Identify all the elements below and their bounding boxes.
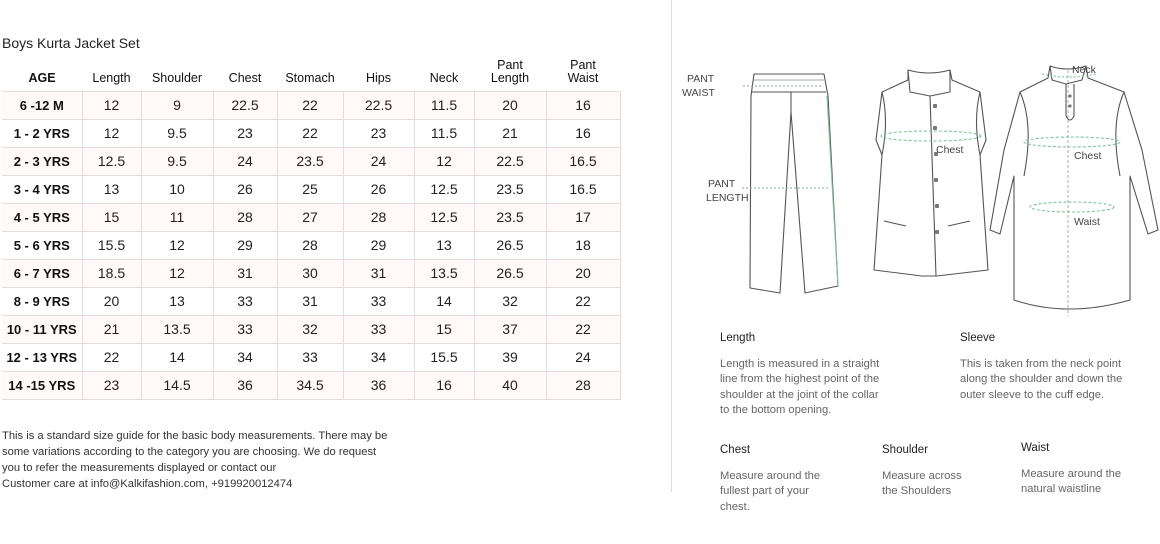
guide-line: along the shoulder and down the [960, 373, 1123, 385]
chart-title: Boys Kurta Jacket Set [2, 35, 140, 51]
measurement-cell: 16 [414, 371, 474, 399]
measurement-cell: 24 [213, 147, 277, 175]
measurement-cell: 16 [546, 91, 620, 119]
measurement-cell: 32 [277, 315, 343, 343]
age-cell: 1 - 2 YRS [2, 119, 82, 147]
measurement-cell: 28 [343, 203, 414, 231]
measurement-cell: 15 [82, 203, 141, 231]
table-row [2, 343, 620, 371]
guide-shoulder-title: Shoulder [882, 444, 929, 456]
jacket-illustration [874, 70, 988, 276]
measurement-cell: 12 [141, 259, 213, 287]
kurta-waist-label: Waist [1074, 216, 1100, 228]
guide-shoulder [882, 443, 1012, 500]
header-chest: Chest [228, 70, 262, 85]
guide-line: natural waistline [1021, 483, 1102, 495]
guide-line: to the bottom opening. [720, 404, 832, 416]
measurement-cell: 23.5 [277, 147, 343, 175]
measurement-cell: 26.5 [474, 259, 546, 287]
measurement-cell: 22 [277, 91, 343, 119]
measurement-cell: 26 [213, 175, 277, 203]
measurement-cell: 39 [474, 343, 546, 371]
measurement-cell: 12 [82, 91, 141, 119]
guide-line: line from the highest point of the [720, 373, 880, 385]
measurement-cell: 22 [546, 315, 620, 343]
measurement-cell: 16 [546, 119, 620, 147]
measurement-cell: 18 [546, 231, 620, 259]
measurement-cell: 9 [141, 91, 213, 119]
measurement-cell: 11.5 [414, 119, 474, 147]
measurement-cell: 26.5 [474, 231, 546, 259]
table-row [2, 371, 620, 399]
measurement-cell: 13 [82, 175, 141, 203]
measurement-cell: 34.5 [277, 371, 343, 399]
measurement-cell: 28 [277, 231, 343, 259]
measurement-cell: 20 [546, 259, 620, 287]
pant-length-label: LENGTH [706, 192, 749, 204]
age-cell: 4 - 5 YRS [2, 203, 82, 231]
measurement-cell: 22.5 [213, 91, 277, 119]
measurement-cell: 14.5 [141, 371, 213, 399]
measurement-cell: 9.5 [141, 119, 213, 147]
age-cell: 2 - 3 YRS [2, 147, 82, 175]
measurement-cell: 10 [141, 175, 213, 203]
header-shoulder: Shoulder [151, 70, 203, 85]
guide-waist-title: Waist [1021, 442, 1050, 454]
measurement-cell: 28 [213, 203, 277, 231]
measurement-cell: 34 [343, 343, 414, 371]
measurement-cell: 16.5 [546, 147, 620, 175]
table-row [2, 147, 620, 175]
measurement-cell: 13 [141, 287, 213, 315]
table-row [2, 259, 620, 287]
measurement-cell: 32 [474, 287, 546, 315]
guide-length [720, 331, 920, 419]
measurement-cell: 33 [213, 287, 277, 315]
header-length: Length [92, 70, 131, 85]
measurement-cell: 21 [474, 119, 546, 147]
measurement-cell: 14 [141, 343, 213, 371]
measurement-cell: 13.5 [141, 315, 213, 343]
pant-waist-label: WAIST [682, 87, 715, 99]
guide-chest-title: Chest [720, 444, 751, 456]
measurement-cell: 28 [546, 371, 620, 399]
measurement-cell: 24 [546, 343, 620, 371]
kurta-illustration [990, 66, 1158, 309]
measurement-cell: 37 [474, 315, 546, 343]
guide-line: Measure around the [720, 469, 821, 482]
measurement-cell: 15 [414, 315, 474, 343]
measurement-cell: 33 [343, 287, 414, 315]
age-cell: 6 - 7 YRS [2, 259, 82, 287]
pant-length-label: PANT [708, 178, 736, 190]
header-pant-waist: Pant Waist [567, 57, 599, 85]
measurement-cell: 29 [213, 231, 277, 259]
header-neck: Neck [429, 70, 459, 85]
measurement-cell: 31 [277, 287, 343, 315]
measurement-cell: 27 [277, 203, 343, 231]
measurement-cell: 26 [343, 175, 414, 203]
header-age: AGE [28, 70, 56, 85]
measurement-cell: 12.5 [414, 175, 474, 203]
guide-sleeve [960, 331, 1156, 403]
table-row [2, 287, 620, 315]
measurement-cell: 33 [343, 315, 414, 343]
pant-waist-label: PANT [687, 73, 715, 85]
measurement-cell: 23 [213, 119, 277, 147]
age-cell: 6 -12 M [2, 91, 82, 119]
table-row [2, 119, 620, 147]
table-row [2, 315, 620, 343]
measurement-cell: 22 [546, 287, 620, 315]
measurement-cell: 22 [82, 343, 141, 371]
guide-line: chest. [720, 500, 750, 513]
guide-line: Measure across [882, 469, 962, 482]
size-table [2, 55, 621, 400]
kurta-neck-label: Neck [1072, 64, 1096, 76]
guide-line: the Shoulders [882, 485, 952, 497]
measurement-cell: 29 [343, 231, 414, 259]
measurement-cell: 23 [82, 371, 141, 399]
measurement-cell: 12 [141, 231, 213, 259]
age-cell: 14 -15 YRS [2, 371, 82, 399]
guide-sleeve-title: Sleeve [960, 332, 996, 344]
measurement-cell: 17 [546, 203, 620, 231]
measurement-cell: 18.5 [82, 259, 141, 287]
measurement-cell: 21 [82, 315, 141, 343]
measurement-cell: 12 [82, 119, 141, 147]
measurement-cell: 15.5 [414, 343, 474, 371]
measurement-cell: 12 [414, 147, 474, 175]
measurement-cell: 11 [141, 203, 213, 231]
guide-waist [1021, 441, 1157, 498]
measurement-cell: 12.5 [82, 147, 141, 175]
guide-line: outer sleeve to the cuff edge. [960, 388, 1105, 401]
measurement-cell: 31 [213, 259, 277, 287]
measurement-cell: 11.5 [414, 91, 474, 119]
measurement-cell: 16.5 [546, 175, 620, 203]
pant-illustration [750, 74, 838, 293]
guide-chest [720, 443, 870, 515]
age-cell: 8 - 9 YRS [2, 287, 82, 315]
measurement-cell: 33 [277, 343, 343, 371]
measure-lines [742, 74, 1120, 286]
measurement-cell: 40 [474, 371, 546, 399]
measurement-cell: 13.5 [414, 259, 474, 287]
measurement-cell: 36 [343, 371, 414, 399]
table-row [2, 91, 620, 119]
measurement-cell: 36 [213, 371, 277, 399]
table-header-row [2, 55, 620, 91]
header-hips: Hips [365, 70, 391, 85]
table-row [2, 203, 620, 231]
measurement-cell: 12.5 [414, 203, 474, 231]
measurement-cell: 33 [213, 315, 277, 343]
garment-diagram [672, 0, 1160, 330]
age-cell: 10 - 11 YRS [2, 315, 82, 343]
jacket-chest-label: Chest [936, 144, 964, 156]
measurement-cell: 13 [414, 231, 474, 259]
note-contact-line[interactable]: Customer care at info@Kalkifashion.com, +919920012474 [2, 478, 293, 490]
measurement-cell: 22.5 [343, 91, 414, 119]
guide-length-title: Length [720, 332, 756, 344]
kurta-chest-label: Chest [1074, 150, 1102, 162]
guide-line: shoulder at the joint of the collar [720, 388, 879, 401]
measurement-cell: 20 [82, 287, 141, 315]
size-guide-note [2, 428, 422, 492]
measurement-cell: 25 [277, 175, 343, 203]
measurement-cell: 30 [277, 259, 343, 287]
note-line: This is a standard size guide for the basic body measurements. There may be [2, 430, 388, 442]
table-body [2, 91, 620, 399]
header-pant-length: Pant Length [490, 57, 530, 85]
header-stomach: Stomach [285, 70, 335, 85]
age-cell: 5 - 6 YRS [2, 231, 82, 259]
note-line: you to refer the measurements displayed or contact our [2, 462, 277, 474]
note-line: some variations according to the category you are choosing. We do request [2, 446, 377, 458]
measurement-cell: 31 [343, 259, 414, 287]
measurement-cell: 22.5 [474, 147, 546, 175]
guide-line: This is taken from the neck point [960, 357, 1122, 370]
measurement-cell: 9.5 [141, 147, 213, 175]
measurement-cell: 14 [414, 287, 474, 315]
measurement-cell: 20 [474, 91, 546, 119]
measurement-guide-panel [672, 0, 1160, 544]
guide-line: Measure around the [1021, 467, 1122, 480]
measurement-cell: 15.5 [82, 231, 141, 259]
measurement-cell: 24 [343, 147, 414, 175]
age-cell: 12 - 13 YRS [2, 343, 82, 371]
measurement-cell: 34 [213, 343, 277, 371]
age-cell: 3 - 4 YRS [2, 175, 82, 203]
measurement-cell: 23.5 [474, 175, 546, 203]
measurement-cell: 23 [343, 119, 414, 147]
guide-line: fullest part of your [720, 485, 809, 497]
table-row [2, 231, 620, 259]
table-row [2, 175, 620, 203]
measurement-cell: 22 [277, 119, 343, 147]
measurement-cell: 23.5 [474, 203, 546, 231]
guide-line: Length is measured in a straight [720, 357, 880, 370]
